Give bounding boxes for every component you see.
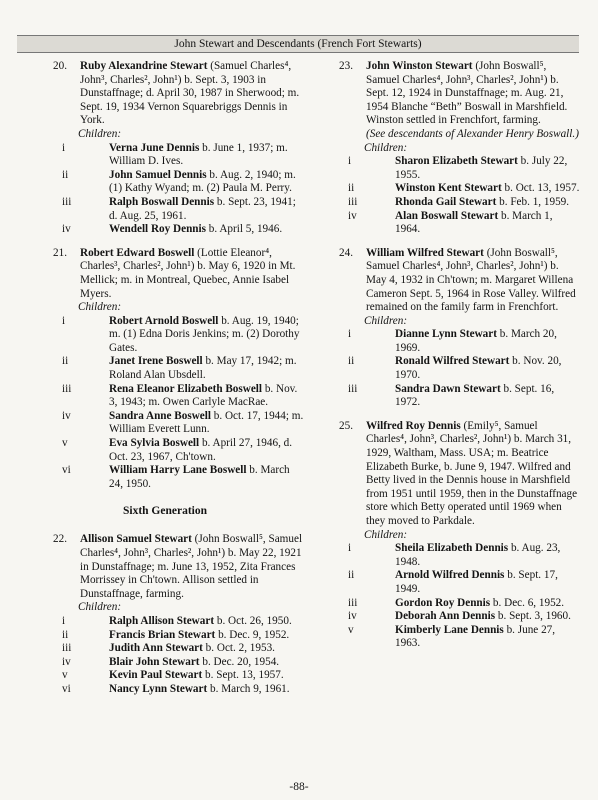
child-detail: b. Feb. 1, 1959.	[496, 195, 570, 208]
left-column	[26, 60, 304, 707]
child-item	[26, 355, 304, 382]
child-item	[26, 315, 304, 356]
child-detail: b. March 24, 1950.	[109, 464, 290, 490]
child-name: Alan Boswall Stewart	[395, 209, 499, 222]
child-detail: b. Oct. 13, 1957.	[501, 182, 580, 195]
children-label: Children:	[78, 601, 122, 614]
children-label: Children:	[78, 127, 122, 140]
child-name: Robert Arnold Boswell	[109, 314, 219, 327]
child-name: Nancy Lynn Stewart	[109, 682, 208, 695]
child-numeral: iv	[62, 223, 71, 236]
child-item	[26, 169, 304, 196]
child-detail: b. May 17, 1942; m. Roland Alan Ubsdell.	[109, 355, 297, 382]
child-detail: b. Dec. 20, 1954.	[199, 655, 280, 668]
child-detail: b. April 5, 1946.	[205, 223, 283, 236]
child-item	[26, 683, 304, 697]
child-name: Ralph Allison Stewart	[109, 614, 215, 627]
entry-number: 23.	[339, 60, 353, 72]
child-item	[26, 615, 304, 629]
child-name: Ronald Wilfred Stewart	[395, 355, 510, 368]
child-detail: b. Sept. 13, 1957.	[202, 669, 284, 682]
child-name: Janet Irene Boswell	[109, 355, 203, 368]
child-numeral: ii	[348, 182, 355, 195]
child-detail: b. June 27, 1963.	[395, 623, 556, 650]
child-item	[26, 437, 304, 464]
child-numeral: i	[62, 141, 66, 154]
child-item	[26, 464, 304, 491]
child-numeral: i	[348, 328, 352, 341]
child-numeral: iv	[348, 209, 357, 222]
child-item	[312, 597, 580, 611]
child-detail: b. Sept. 23, 1941; d. Aug. 25, 1961.	[109, 195, 296, 222]
child-numeral: vi	[62, 682, 71, 695]
children-list	[312, 542, 580, 651]
child-detail: b. Oct. 2, 1953.	[202, 642, 275, 655]
child-item	[312, 569, 580, 596]
child-item	[312, 196, 580, 210]
child-numeral: i	[348, 542, 352, 555]
entry-25	[312, 420, 580, 651]
child-numeral: iii	[62, 195, 72, 208]
child-numeral: iii	[62, 382, 72, 395]
child-numeral: iv	[62, 409, 71, 422]
children-label: Children:	[364, 314, 408, 327]
child-item	[26, 196, 304, 223]
children-label: Children:	[78, 301, 122, 314]
entry-number: 21.	[53, 246, 67, 259]
entry-ancestry: (Samuel Charles⁴, John³, Charles², John¹) b. Sept. 3, 1903 in Dunstaffnage; d. April 30, 1987 in Sherwood; m. Sept. 19, 1934 Vernon Squarebriggs Dennis in York.	[80, 60, 300, 127]
child-numeral: iii	[348, 382, 358, 395]
child-detail: b. March 9, 1961.	[207, 682, 290, 695]
child-item	[26, 656, 304, 670]
entry-20	[26, 60, 304, 237]
entry-name: Allison Samuel Stewart	[80, 533, 192, 546]
child-item	[312, 542, 580, 569]
child-name: Sheila Elizabeth Dennis	[395, 542, 509, 555]
child-name: Rena Eleanor Elizabeth Boswell	[109, 382, 263, 395]
child-item	[312, 182, 580, 196]
page-number: -88-	[289, 781, 309, 793]
child-detail: b. March 1, 1964.	[395, 209, 553, 236]
child-numeral: ii	[62, 355, 69, 368]
child-name: Verna June Dennis	[109, 141, 200, 154]
child-name: Kimberly Lane Dennis	[395, 623, 504, 636]
child-item	[26, 383, 304, 410]
child-item	[312, 610, 580, 624]
entry-ancestry: (Emily⁵, Samuel Charles⁴, John³, Charles², John¹) b. March 31, 1929, Waltham, Mass. USA; m. Beatrice Elizabeth Burke, b. June 9, 1947. Wilfred and Betty lived in the Dennis house in Marshfield from 1951 until 1959, then in the Dunstaffnage store which Betty operated until 1969 when they moved to Parkdale.	[366, 419, 578, 527]
child-item	[312, 328, 580, 355]
child-numeral: iii	[62, 642, 72, 655]
child-name: Arnold Wilfred Dennis	[395, 569, 505, 582]
child-numeral: v	[348, 623, 354, 636]
child-name: Blair John Stewart	[109, 655, 200, 668]
children-label: Children:	[364, 528, 408, 541]
child-detail: b. July 22, 1955.	[395, 155, 568, 181]
child-item	[26, 669, 304, 683]
entry-ancestry: (Lottie Eleanor⁴, Charles³, Charles², John¹) b. May 6, 1920 in Mt. Mellick; m. in Montreal, Quebec, Annie Isabel Myers.	[80, 246, 296, 300]
child-detail: b. Aug. 19, 1940; m. (1) Edna Doris Jenkins; m. (2) Dorothy Gates.	[109, 314, 300, 354]
entry-name: John Winston Stewart	[366, 60, 473, 72]
child-detail: b. Oct. 26, 1950.	[214, 614, 292, 627]
entry-24	[312, 247, 580, 410]
child-name: Kevin Paul Stewart	[109, 669, 203, 682]
child-numeral: ii	[62, 168, 69, 181]
child-numeral: iv	[348, 610, 357, 623]
child-numeral: vi	[62, 464, 71, 477]
right-column	[312, 60, 580, 661]
child-name: Sandra Anne Boswell	[109, 409, 211, 422]
child-detail: b. Nov. 20, 1970.	[395, 355, 562, 382]
children-label: Children:	[364, 141, 408, 154]
child-name: Deborah Ann Dennis	[395, 610, 496, 623]
child-detail: b. Aug. 2, 1940; m. (1) Kathy Wyand; m. (2) Paula M. Perry.	[109, 168, 296, 195]
child-numeral: iii	[348, 596, 358, 609]
child-name: Rhonda Gail Stewart	[395, 195, 497, 208]
child-name: William Harry Lane Boswell	[109, 464, 247, 477]
see-also-note: (See descendants of Alexander Henry Boswall.)	[366, 127, 579, 140]
child-numeral: ii	[348, 355, 355, 368]
child-detail: b. Dec. 9, 1952.	[215, 628, 290, 641]
child-numeral: iii	[348, 195, 358, 208]
children-list	[312, 155, 580, 237]
child-item	[312, 155, 580, 182]
entry-number: 25.	[339, 419, 353, 432]
child-name: John Samuel Dennis	[109, 168, 207, 181]
child-numeral: v	[62, 669, 68, 682]
child-item	[26, 642, 304, 656]
child-detail: b. Sept. 3, 1960.	[495, 610, 571, 623]
child-detail: b. Sept. 16, 1972.	[395, 382, 555, 409]
child-detail: b. June 1, 1937; m. William D. Ives.	[109, 141, 288, 168]
child-item	[26, 410, 304, 437]
child-item	[312, 383, 580, 410]
children-list	[26, 142, 304, 237]
child-name: Gordon Roy Dennis	[395, 596, 491, 609]
child-detail: b. Dec. 6, 1952.	[490, 596, 565, 609]
child-numeral: iv	[62, 655, 71, 668]
entry-ancestry: (John Boswall⁵, Samuel Charles⁴, John³, Charles², John¹) b. May 22, 1921 in Dunstaffnage; m. June 13, 1952, Zita Frances Morrissey in Ch'town. Allison settled in Dunstaffnage, farming.	[80, 533, 303, 600]
child-item	[312, 355, 580, 382]
entry-22	[26, 533, 304, 696]
entry-name: Wilfred Roy Dennis	[366, 419, 461, 432]
child-numeral: i	[348, 155, 352, 168]
entry-name: William Wilfred Stewart	[366, 246, 484, 259]
children-list	[26, 315, 304, 492]
child-detail: b. Oct. 17, 1944; m. William Everett Lunn.	[109, 409, 304, 436]
entry-ancestry: (John Boswall⁵, Samuel Charles⁴, John³, Charles², John¹) b. Sept. 12, 1924 in Dunstaffnage; m. Aug. 21, 1954 Blanche “Beth” Boswall in Marshfield. Winston settled in Frenchfort, farming.	[366, 60, 568, 127]
child-detail: b. Sept. 17, 1949.	[395, 569, 558, 595]
child-numeral: i	[62, 614, 66, 627]
entry-23	[312, 60, 580, 237]
child-name: Dianne Lynn Stewart	[395, 328, 497, 341]
running-header: John Stewart and Descendants (French Fort Stewarts)	[17, 35, 579, 53]
entry-name: Ruby Alexandrine Stewart	[80, 60, 208, 72]
children-list	[312, 328, 580, 410]
child-numeral: i	[62, 314, 66, 327]
generation-heading: Sixth Generation	[122, 505, 207, 518]
child-numeral: ii	[348, 569, 355, 582]
entry-21	[26, 247, 304, 492]
child-numeral: v	[62, 437, 68, 450]
child-item	[26, 629, 304, 643]
entry-name: Robert Edward Boswell	[80, 246, 195, 259]
child-item	[312, 624, 580, 651]
entry-ancestry: (John Boswall⁵, Samuel Charles⁴, John³, Charles², John¹) b. May 4, 1932 in Ch'town; m. Margaret Willena Cameron Sept. 5, 1964 in Rose Valley. Wilfred remained on the family farm in Frenchfort.	[366, 246, 576, 314]
child-name: Francis Brian Stewart	[109, 628, 216, 641]
child-name: Judith Ann Stewart	[109, 642, 203, 655]
child-name: Sandra Dawn Stewart	[395, 382, 501, 395]
child-name: Winston Kent Stewart	[395, 182, 502, 195]
children-list	[26, 615, 304, 697]
child-name: Wendell Roy Dennis	[109, 223, 206, 236]
entry-number: 24.	[339, 246, 353, 259]
entry-number: 22.	[53, 533, 67, 546]
child-detail: b. Aug. 23, 1948.	[395, 542, 561, 568]
child-numeral: ii	[62, 628, 69, 641]
child-detail: b. April 27, 1946, d. Oct. 23, 1967, Ch'town.	[109, 437, 293, 463]
child-name: Ralph Boswall Dennis	[109, 195, 215, 208]
child-name: Sharon Elizabeth Stewart	[395, 155, 518, 168]
child-item	[26, 223, 304, 237]
child-name: Eva Sylvia Boswell	[109, 437, 200, 450]
entry-number: 20.	[53, 60, 67, 72]
child-detail: b. Nov. 3, 1943; m. Owen Carlyle MacRae.	[109, 382, 298, 409]
child-item	[26, 142, 304, 169]
child-detail: b. March 20, 1969.	[395, 328, 557, 354]
child-item	[312, 210, 580, 237]
